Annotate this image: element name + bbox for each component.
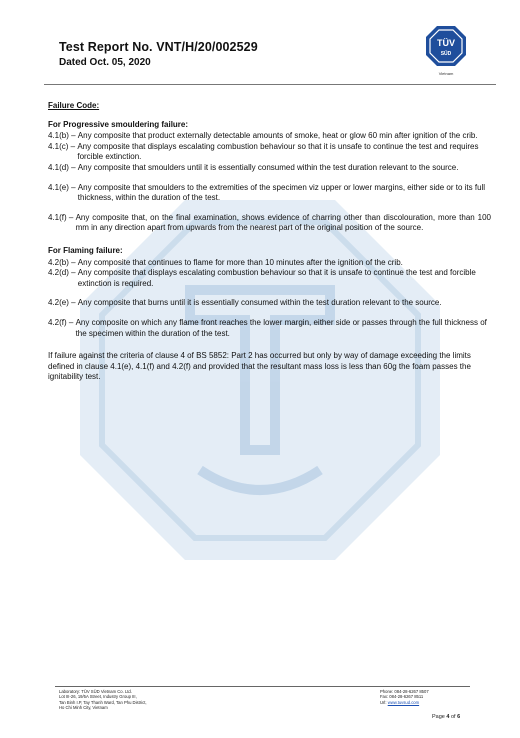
clause-code: 4.2(b) –	[48, 257, 78, 267]
smouldering-heading: For Progressive smouldering failure:	[48, 119, 189, 129]
clause-code: 4.1(b) –	[48, 131, 78, 141]
smouldering-item-4-1d	[48, 163, 491, 174]
report-body	[48, 101, 491, 383]
footer-address-line: Tan Binh I.P, Tay Thanh Ward, Tan Phu District,	[59, 699, 147, 705]
clause-text: Any composite that displays escalating combustion behaviour so that it is unsafe to continue the test and forcible extinction is required.	[77, 268, 476, 288]
footer-address-line: Lot III-26, 19/5A Street, Industry Group III,	[59, 694, 137, 700]
smouldering-item-4-1b	[48, 131, 491, 142]
footer-address-line: Ho Chi Minh City, Vietnam	[59, 705, 108, 711]
flaming-item-4-2f	[48, 318, 491, 339]
page-number	[432, 714, 460, 720]
flaming-item-4-2d	[48, 268, 491, 289]
clause-text: Any composite that displays escalating combustion behaviour so that it is unsafe to continue the test and requires forcible extinction.	[77, 141, 479, 162]
logo-subtext: SÜD	[440, 51, 452, 57]
flaming-heading: For Flaming failure:	[48, 245, 123, 255]
page-prefix: Page	[432, 714, 447, 720]
smouldering-item-4-1f	[48, 213, 491, 234]
footer-url-label: Url:	[380, 699, 388, 705]
header-divider	[44, 84, 496, 85]
clause-text: Any composite that smoulders until it is essentially consumed within the test duration relevant to the source.	[77, 162, 459, 172]
failure-code-title: Failure Code:	[48, 101, 100, 110]
footer-contact	[380, 689, 429, 705]
clause-code: 4.1(c) –	[48, 141, 78, 151]
clause-code: 4.2(f) –	[48, 317, 76, 327]
clause-code: 4.1(f) –	[48, 212, 76, 222]
footer-address-line: Laboratory: TÜV SÜD Vietnam Co. Ltd.	[59, 689, 132, 694]
logo-caption: Vietnam	[438, 71, 454, 76]
footer-divider	[55, 686, 470, 687]
smouldering-item-4-1e	[48, 183, 491, 204]
clause-code: 4.2(e) –	[48, 298, 78, 308]
page-total: 6	[457, 714, 461, 720]
logo-text: TÜV	[437, 38, 455, 48]
page-of: of	[449, 714, 458, 720]
clause-text: Any composite that smoulders to the extremities of the specimen viz upper or lower margins, either side or to its full thickness, within the duration of the test.	[77, 182, 486, 203]
tuv-sud-logo	[424, 24, 468, 74]
clause-text: Any composite on which any flame front reaches the lower margin, either side or passes through the full thickness of the specimen within the duration of the test.	[75, 317, 487, 338]
footer-address	[59, 689, 147, 711]
clause-code: 4.1(d) –	[48, 162, 78, 172]
page-current: 4	[446, 714, 450, 720]
footer-phone: Phone: 084-28-6267 8507	[380, 689, 429, 694]
footer-url-row	[380, 700, 429, 705]
conclusion-paragraph: If failure against the criteria of clause 4 of BS 5852: Part 2 has occurred but only by way of damage exceeding the limits defined in clause 4.1(e), 4.1(f) and 4.2(f) and provided that the resultant mass loss is less than 60g the foam passes the ignitability test.	[48, 351, 471, 382]
report-title: Test Report No. VNT/H/20/002529	[59, 40, 258, 54]
report-date: Dated Oct. 05, 2020	[59, 57, 151, 68]
clause-text: Any composite that product externally detectable amounts of smoke, heat or glow 60 min after ignition of the crib.	[77, 131, 478, 141]
footer-fax: Fax: 084-28-6267 8511	[380, 694, 424, 700]
flaming-item-4-2e	[48, 298, 491, 309]
report-header	[59, 40, 258, 68]
clause-code: 4.2(d) –	[48, 268, 78, 278]
smouldering-item-4-1c	[48, 142, 491, 163]
footer-url-link[interactable]: www.tuvsud.com	[387, 699, 420, 705]
clause-text: Any composite that burns until it is essentially consumed within the test duration relevant to the source.	[77, 298, 442, 308]
flaming-item-4-2b	[48, 258, 491, 269]
clause-text: Any composite that continues to flame for more than 10 minutes after the ignition of the crib.	[77, 257, 403, 267]
clause-code: 4.1(e) –	[48, 182, 78, 192]
clause-text: Any composite that, on the final examination, shows evidence of charring other than discolouration, more than 100 mm in any direction apart from upwards from the nearest part of the original position of the source.	[75, 212, 491, 233]
